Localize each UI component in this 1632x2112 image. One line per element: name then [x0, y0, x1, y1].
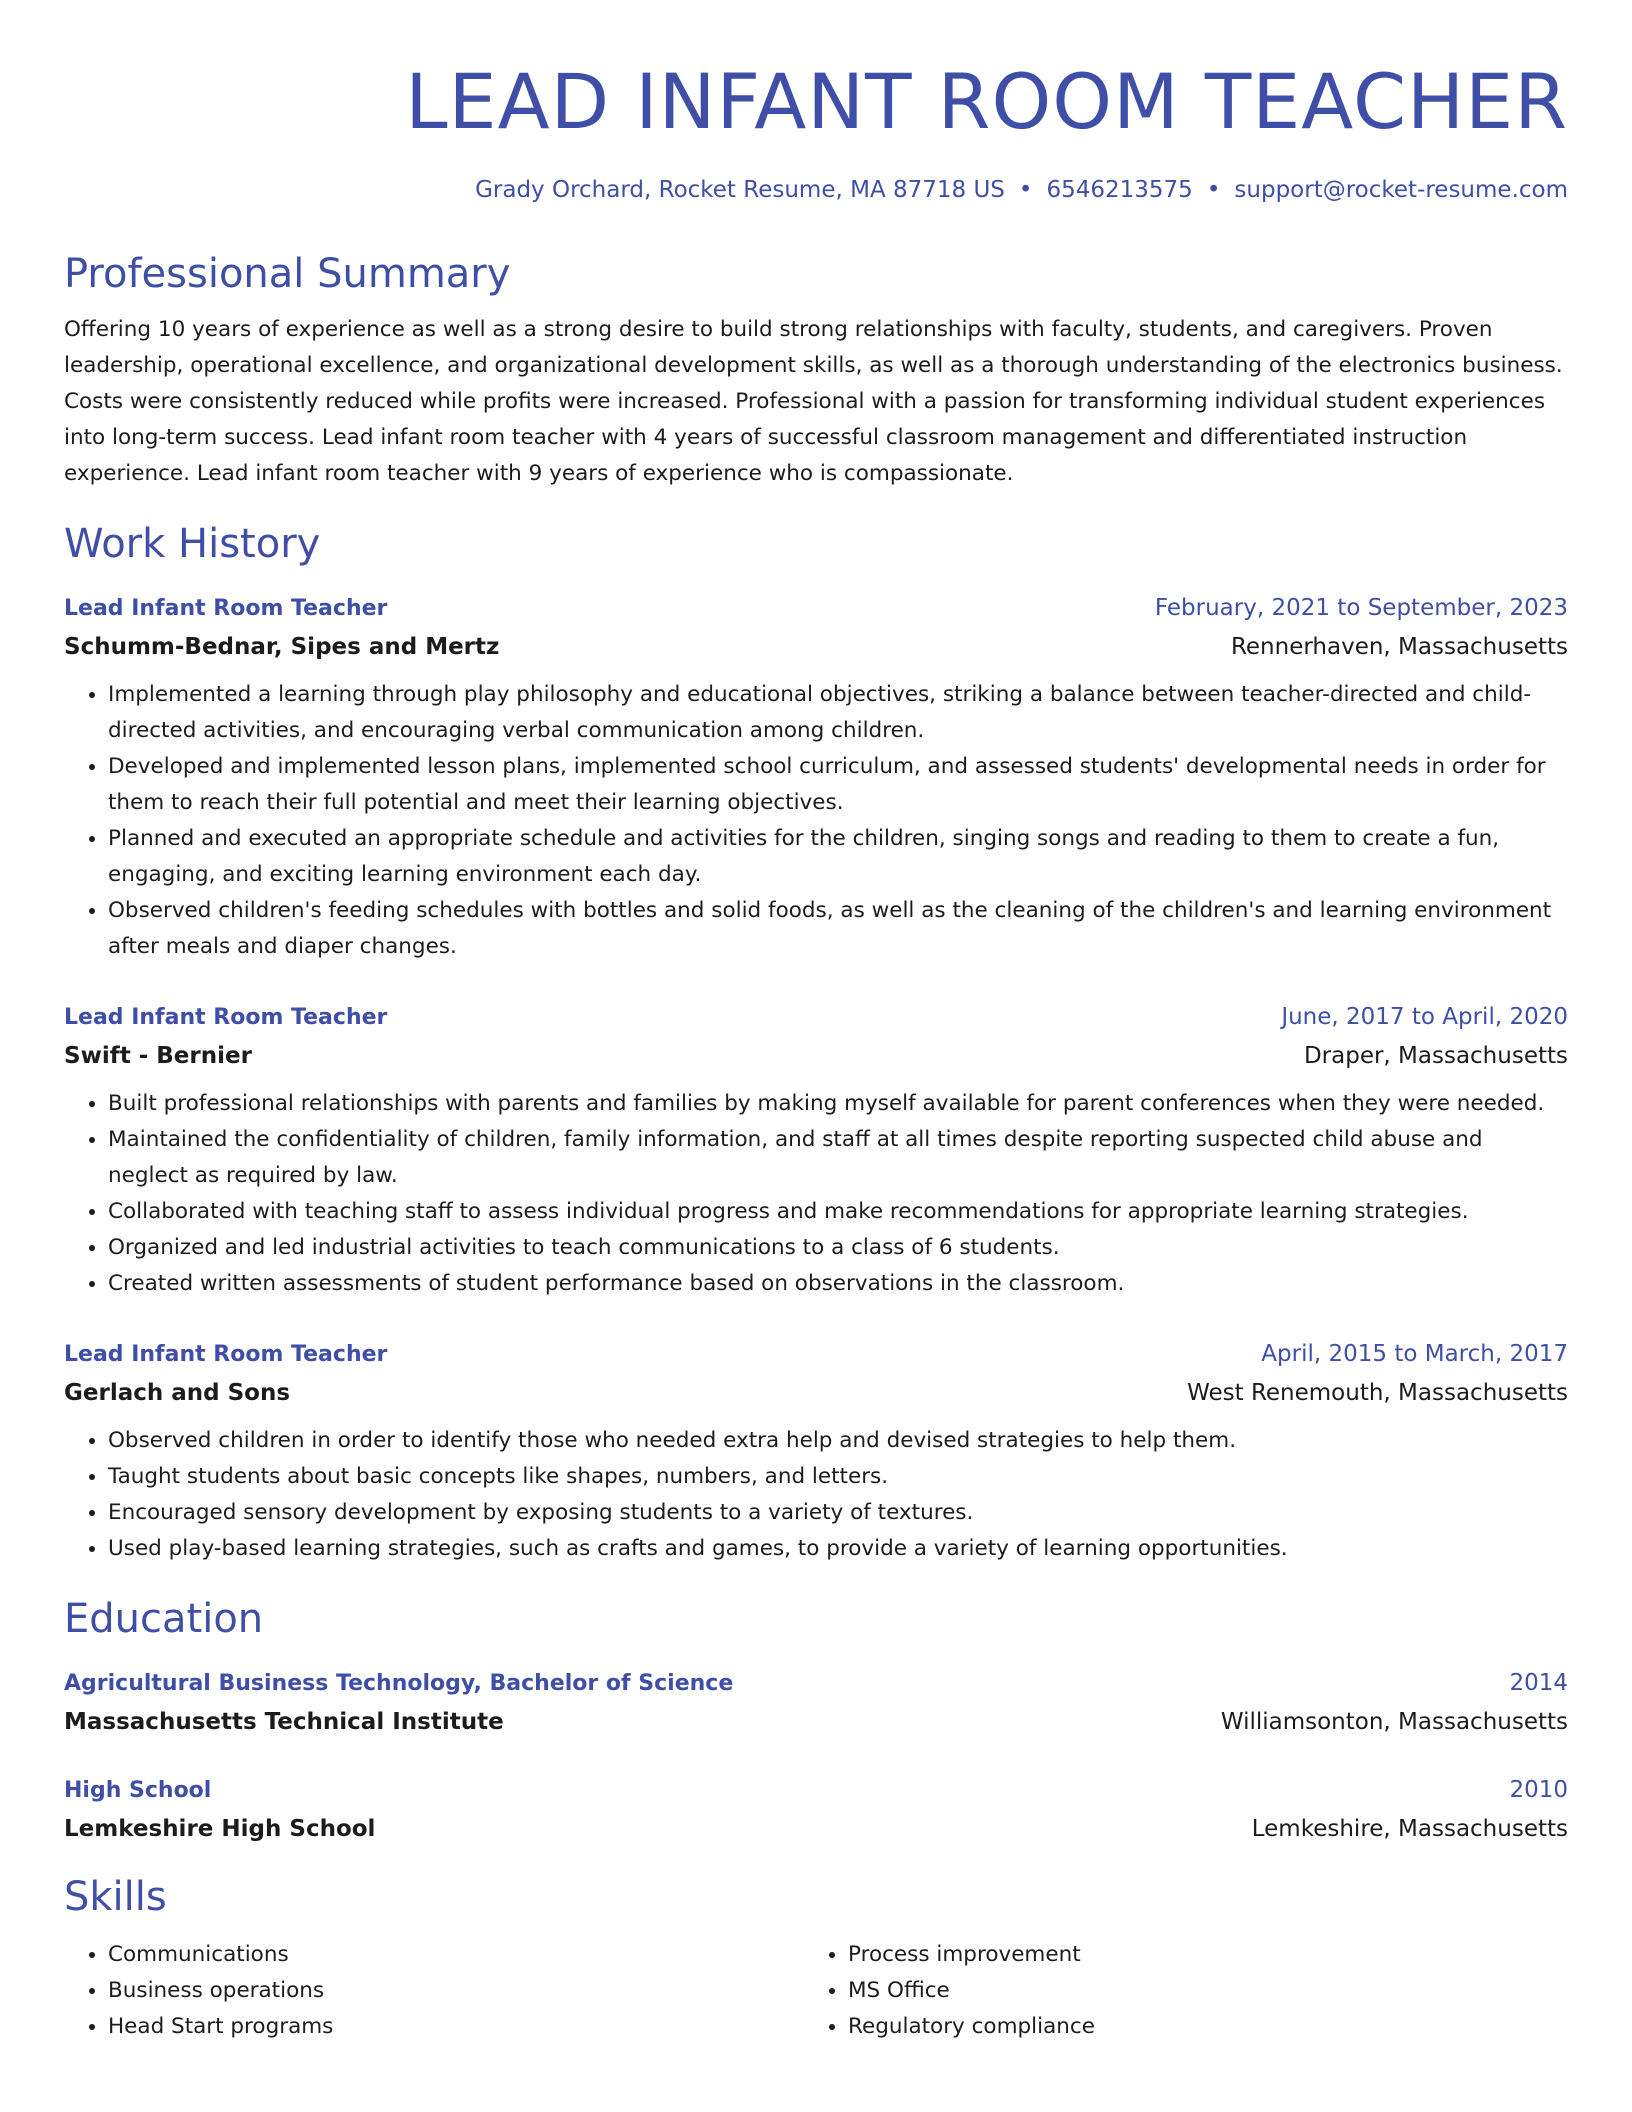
education-location: Williamsonton, Massachusetts — [1220, 1709, 1568, 1735]
work-history-heading: Work History — [64, 521, 321, 567]
summary-text: Offering 10 years of experience as well as a strong desire to build strong relationships with faculty, students, and caregivers. Proven leadership, operational excellence, and organizational development skills, as well as a thorough understanding of the electronics business. Costs were consistently reduced while profits were increased. Professional with a passion for transforming individual student experiences into long-term success. Lead infant room teacher with 4 years of successful classroom management and differentiated instruction experience. Lead infant room teacher with 9 years of experience who is compassionate. — [64, 317, 1563, 486]
education-school: Massachusetts Technical Institute — [64, 1709, 504, 1735]
skills-list — [64, 1937, 1568, 2045]
contact-separator: • — [1018, 177, 1033, 203]
job-bullet: • Maintained the confidentiality of children, family information, and staff at all times despite reporting suspected child abuse and neglect as required by law. — [108, 1122, 1568, 1194]
job-location: Draper, Massachusetts — [1303, 1043, 1568, 1069]
skill-item: • MS Office — [848, 1973, 1544, 2009]
job-company: Schumm-Bednar, Sipes and Mertz — [64, 634, 500, 660]
skills-column-right — [804, 1937, 1544, 2045]
job-bullet: • Developed and implemented lesson plans, implemented school curriculum, and assessed students' developmental needs in order for them to reach their full potential and meet their learning objectives. — [108, 749, 1568, 821]
job-company: Swift - Bernier — [64, 1043, 252, 1069]
contact-separator: • — [1206, 177, 1221, 203]
education-school: Lemkeshire High School — [64, 1816, 376, 1842]
education-degree: High School — [64, 1778, 212, 1803]
job-dates: June, 2017 to April, 2020 — [1281, 1004, 1568, 1030]
job-dates: February, 2021 to September, 2023 — [1154, 595, 1568, 621]
job-company: Gerlach and Sons — [64, 1380, 291, 1406]
skill-item: • Regulatory compliance — [848, 2009, 1544, 2045]
job-bullet: • Planned and executed an appropriate schedule and activities for the children, singing songs and reading to them to create a fun, engaging, and exciting learning environment each day. — [108, 821, 1568, 893]
contact-address: Grady Orchard, Rocket Resume, MA 87718 US — [475, 177, 1005, 203]
job-bullet: • Observed children's feeding schedules with bottles and solid foods, as well as the cleaning of the children's and learning environment after meals and diaper changes. — [108, 893, 1568, 965]
contact-line — [64, 174, 1568, 206]
education-year: 2014 — [1509, 1670, 1568, 1696]
skill-item: • Communications — [108, 1937, 804, 1973]
job-title: Lead Infant Room Teacher — [64, 1342, 388, 1367]
job-location: Rennerhaven, Massachusetts — [1230, 634, 1568, 660]
resume-title: LEAD INFANT ROOM TEACHER — [405, 57, 1568, 146]
job-bullet: • Collaborated with teaching staff to assess individual progress and make recommendations for appropriate learning strategies. — [108, 1194, 1568, 1230]
job-bullet: • Implemented a learning through play philosophy and educational objectives, striking a balance between teacher-directed and child-directed activities, and encouraging verbal communication among children. — [108, 677, 1568, 749]
skill-item: • Business operations — [108, 1973, 804, 2009]
skills-heading: Skills — [64, 1874, 167, 1920]
skills-column-left — [64, 1937, 804, 2045]
job-bullet: • Observed children in order to identify those who needed extra help and devised strategies to help them. — [108, 1423, 1568, 1459]
skill-item: • Head Start programs — [108, 2009, 804, 2045]
job-bullets — [64, 1423, 1568, 1567]
job-location: West Renemouth, Massachusetts — [1187, 1380, 1568, 1406]
job-bullet: • Created written assessments of student performance based on observations in the classroom. — [108, 1266, 1568, 1302]
job-bullet: • Used play-based learning strategies, such as crafts and games, to provide a variety of learning opportunities. — [108, 1531, 1568, 1567]
job-bullets — [64, 1086, 1568, 1302]
education-year: 2010 — [1509, 1777, 1568, 1803]
contact-phone: 6546213575 — [1046, 177, 1193, 203]
education-entry — [64, 1665, 1568, 1742]
job-bullet: • Built professional relationships with parents and families by making myself available for parent conferences when they were needed. — [108, 1086, 1568, 1122]
job-bullets — [64, 677, 1568, 965]
education-entry — [64, 1772, 1568, 1849]
education-degree: Agricultural Business Technology, Bachelor of Science — [64, 1671, 734, 1696]
education-heading: Education — [64, 1596, 264, 1642]
job-dates: April, 2015 to March, 2017 — [1261, 1341, 1568, 1367]
contact-email[interactable]: support@rocket-resume.com — [1234, 177, 1568, 203]
job-bullet: • Taught students about basic concepts like shapes, numbers, and letters. — [108, 1459, 1568, 1495]
job-entry — [64, 1336, 1568, 1567]
education-location: Lemkeshire, Massachusetts — [1251, 1816, 1568, 1842]
job-bullet: • Encouraged sensory development by exposing students to a variety of textures. — [108, 1495, 1568, 1531]
job-title: Lead Infant Room Teacher — [64, 1005, 388, 1030]
job-title: Lead Infant Room Teacher — [64, 596, 388, 621]
job-entry — [64, 999, 1568, 1302]
job-bullet: • Organized and led industrial activities to teach communications to a class of 6 students. — [108, 1230, 1568, 1266]
skill-item: • Process improvement — [848, 1937, 1544, 1973]
job-entry — [64, 590, 1568, 965]
summary-heading: Professional Summary — [64, 251, 511, 297]
